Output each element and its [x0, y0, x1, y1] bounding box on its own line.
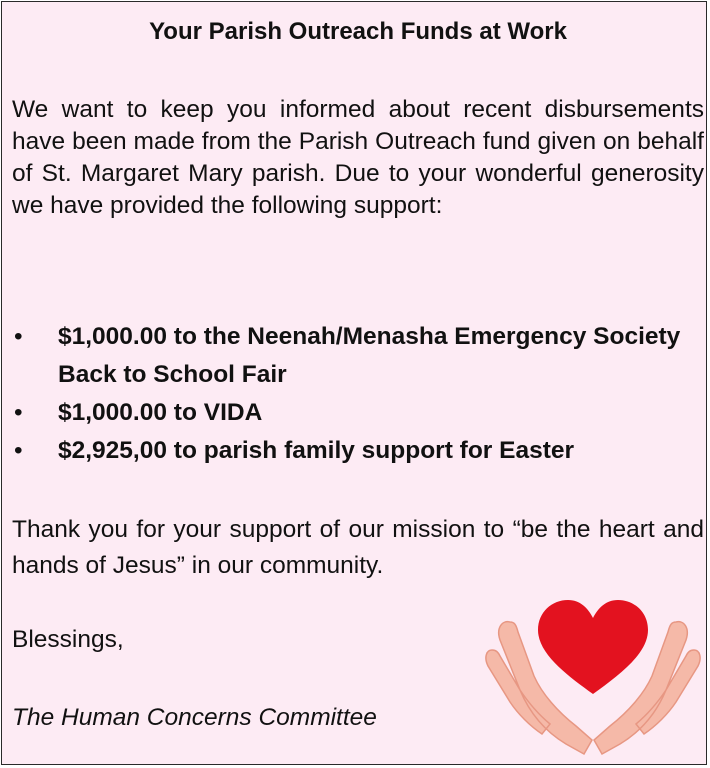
- disbursement-item: [12, 394, 704, 432]
- signature-line: The Human Concerns Committee: [12, 704, 377, 731]
- announcement-card: [1, 1, 707, 765]
- disbursement-text: $1,000.00 to VIDA: [58, 399, 263, 426]
- disbursement-text: $1,000.00 to the Neenah/Menasha Emergency Society Back to School Fair: [58, 323, 681, 388]
- bullet-icon: •: [14, 437, 23, 464]
- disbursement-text: $2,925,00 to parish family support for Easter: [58, 437, 575, 464]
- thanks-paragraph: Thank you for your support of our mission to “be the heart and hands of Jesus” in our community.: [12, 516, 704, 579]
- disbursement-list: [12, 318, 704, 470]
- disbursement-item: [12, 318, 704, 394]
- closing-line: Blessings,: [12, 626, 124, 653]
- heart-in-hands-icon: [480, 590, 706, 762]
- bullet-icon: •: [14, 399, 23, 426]
- heart-icon: [538, 600, 648, 694]
- disbursement-item: [12, 432, 704, 470]
- bullet-icon: •: [14, 323, 23, 350]
- announcement-title: Your Parish Outreach Funds at Work: [149, 18, 567, 45]
- intro-paragraph: We want to keep you informed about recent disbursements have been made from the Parish Outreach fund given on behalf of St. Margaret Mary parish. Due to your wonderful generosity we have provided the following support:: [12, 96, 704, 219]
